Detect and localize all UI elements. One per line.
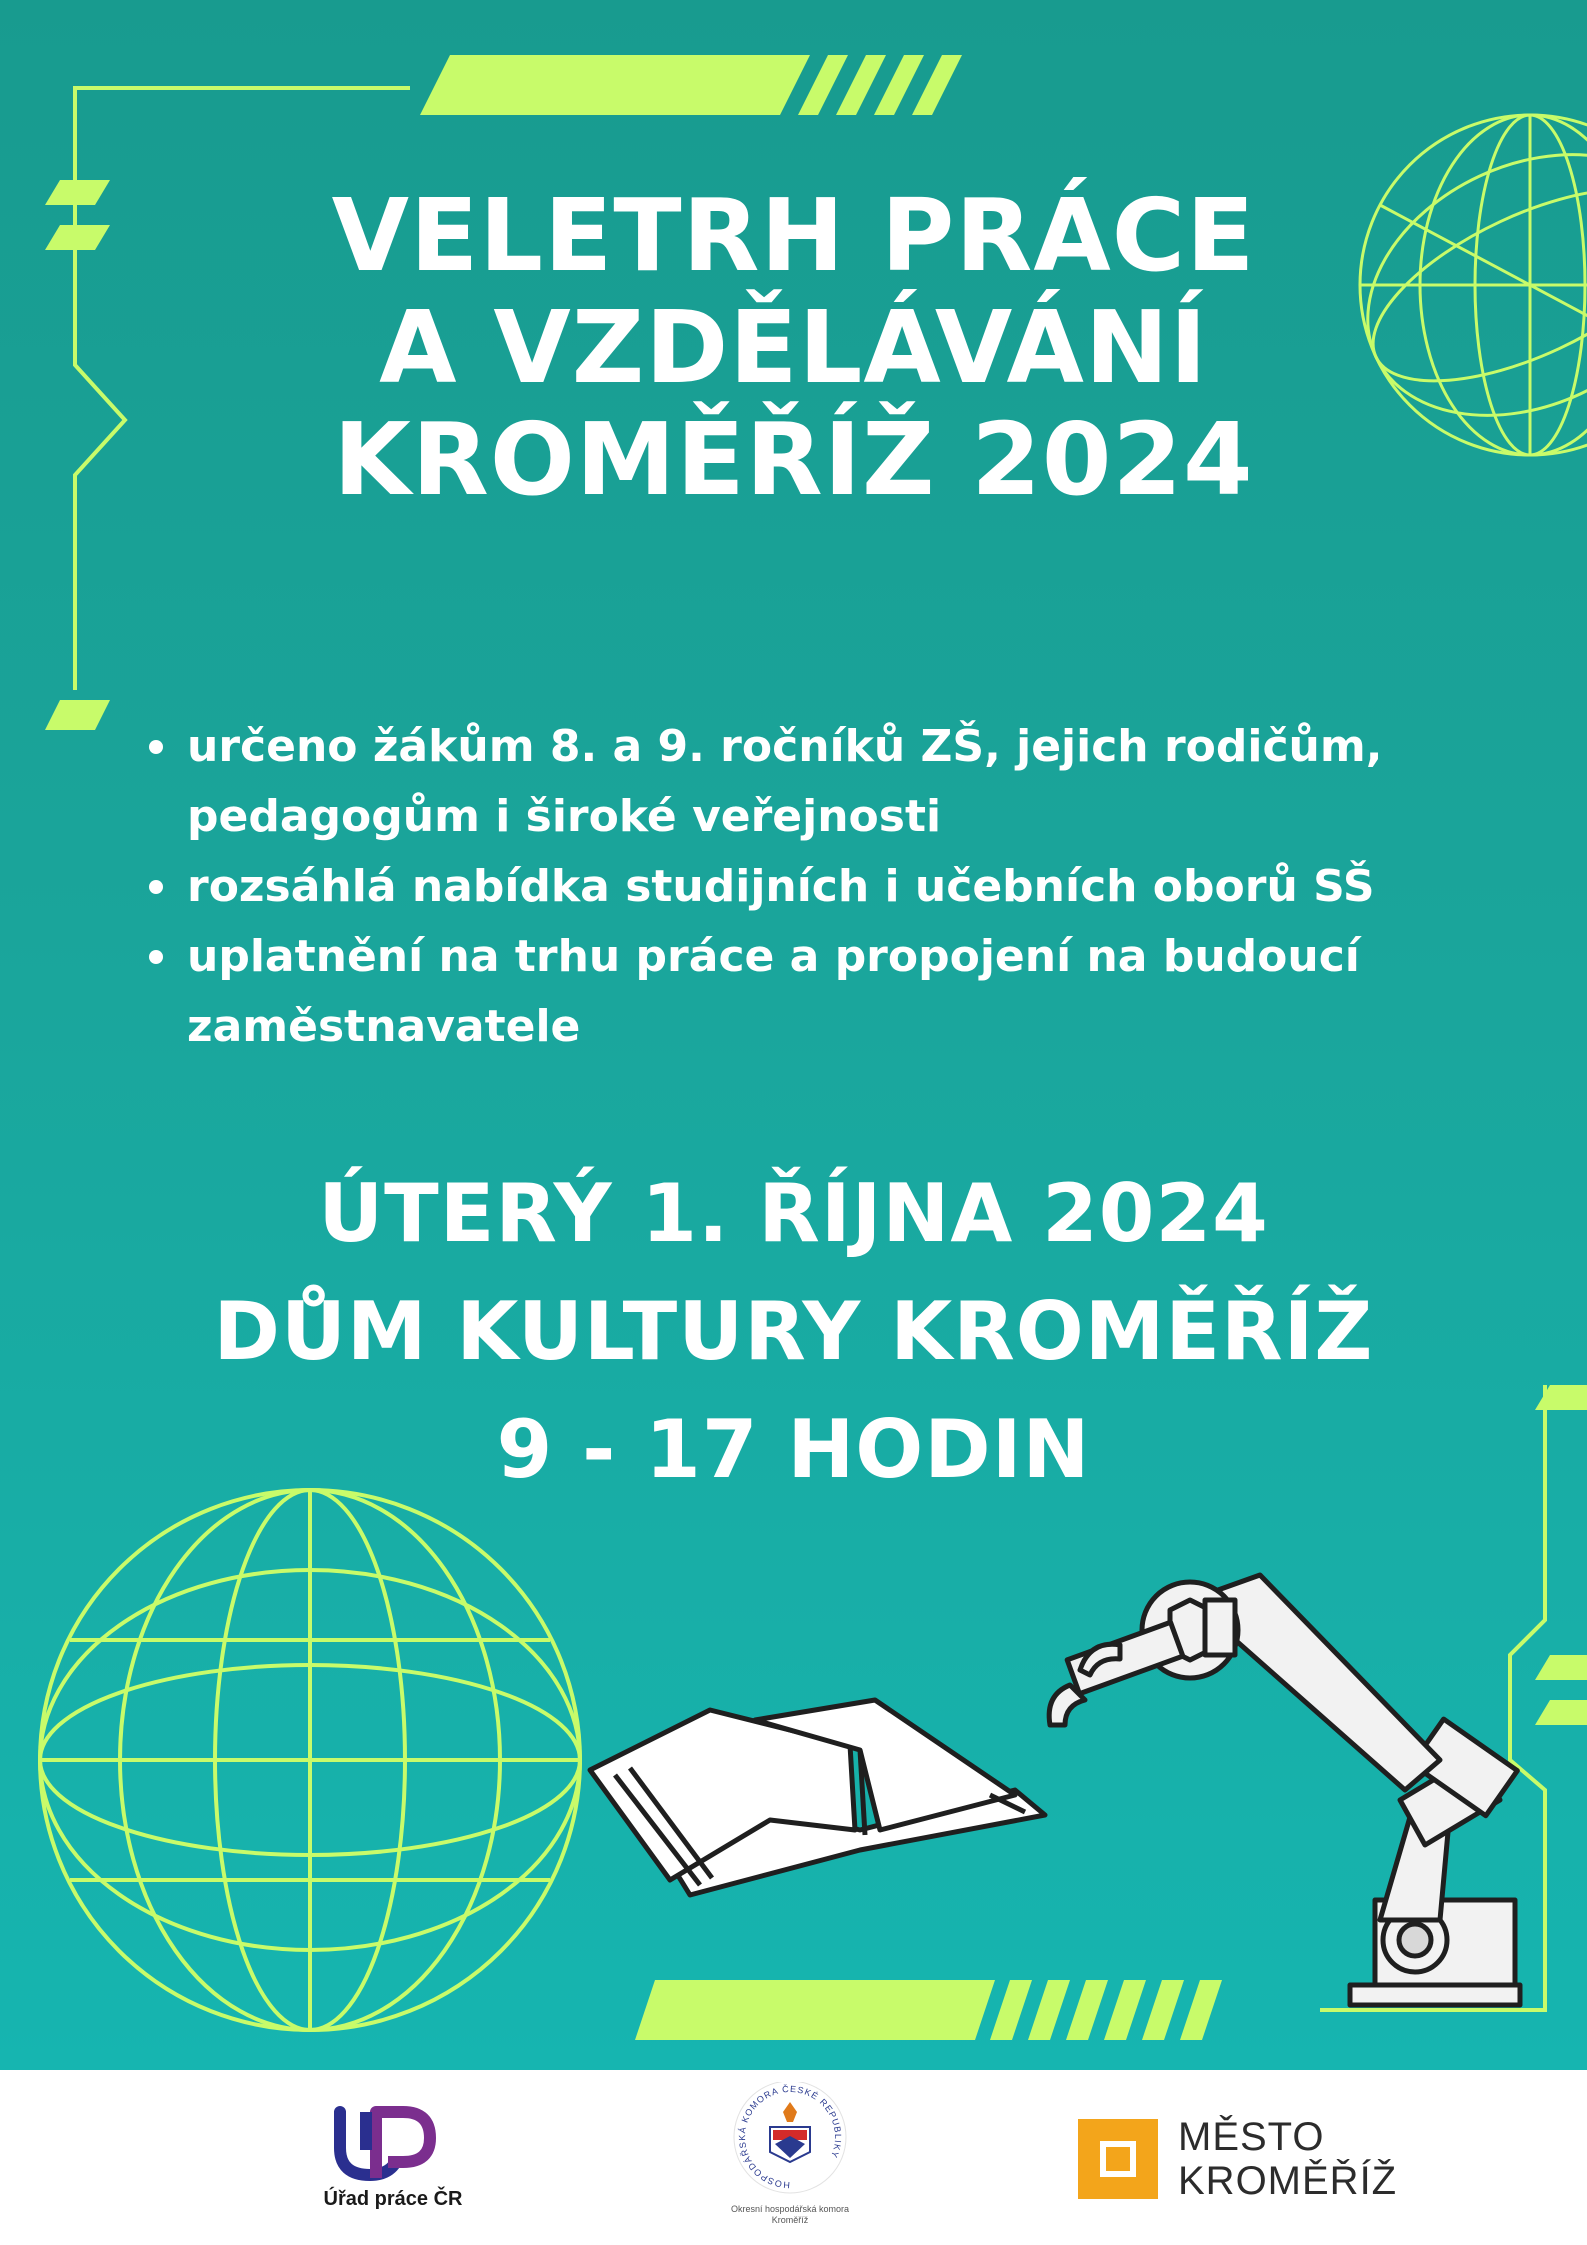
mesto-line-2: KROMĚŘÍŽ — [1178, 2159, 1398, 2203]
list-item: rozsáhlá nabídka studijních i učebních oborů SŠ — [145, 852, 1545, 922]
page-title — [0, 177, 1587, 518]
feature-list — [145, 712, 1545, 1062]
urad-prace-icon — [318, 2100, 468, 2190]
chamber-seal-icon — [715, 2082, 865, 2202]
title-line-3: KROMĚŘÍŽ 2024 — [333, 401, 1254, 518]
chamber-caption-city: Kroměříž — [771, 2215, 809, 2225]
logo-urad-prace — [318, 2100, 468, 2220]
event-info — [0, 1155, 1587, 1509]
list-item: uplatnění na trhu práce a propojení na budoucí zaměstnavatele — [145, 922, 1545, 1062]
chamber-caption: Okresní hospodářská komora — [730, 2204, 850, 2214]
title-line-1: VELETRH PRÁCE — [331, 177, 1256, 294]
chamber-ring-text: HOSPODÁŘSKÁ KOMORA ČESKÉ REPUBLIKY — [737, 2083, 844, 2191]
logo-mesto-kromeriz — [1078, 2115, 1438, 2205]
mesto-square-icon — [1078, 2119, 1158, 2199]
event-venue: DŮM KULTURY KROMĚŘÍŽ — [213, 1285, 1374, 1378]
event-date: ÚTERÝ 1. ŘÍJNA 2024 — [318, 1167, 1269, 1260]
logo-hospodarska-komora — [715, 2082, 865, 2232]
mesto-line-1: MĚSTO — [1178, 2115, 1325, 2159]
list-item: určeno žákům 8. a 9. ročníků ZŠ, jejich rodičům, pedagogům i široké veřejnosti — [145, 712, 1545, 852]
title-line-2: A VZDĚLÁVÁNÍ — [379, 289, 1208, 406]
logo-urad-prace-label: Úřad práce ČR — [323, 2188, 463, 2210]
footer — [0, 2070, 1587, 2245]
event-hours: 9 - 17 HODIN — [496, 1403, 1091, 1496]
